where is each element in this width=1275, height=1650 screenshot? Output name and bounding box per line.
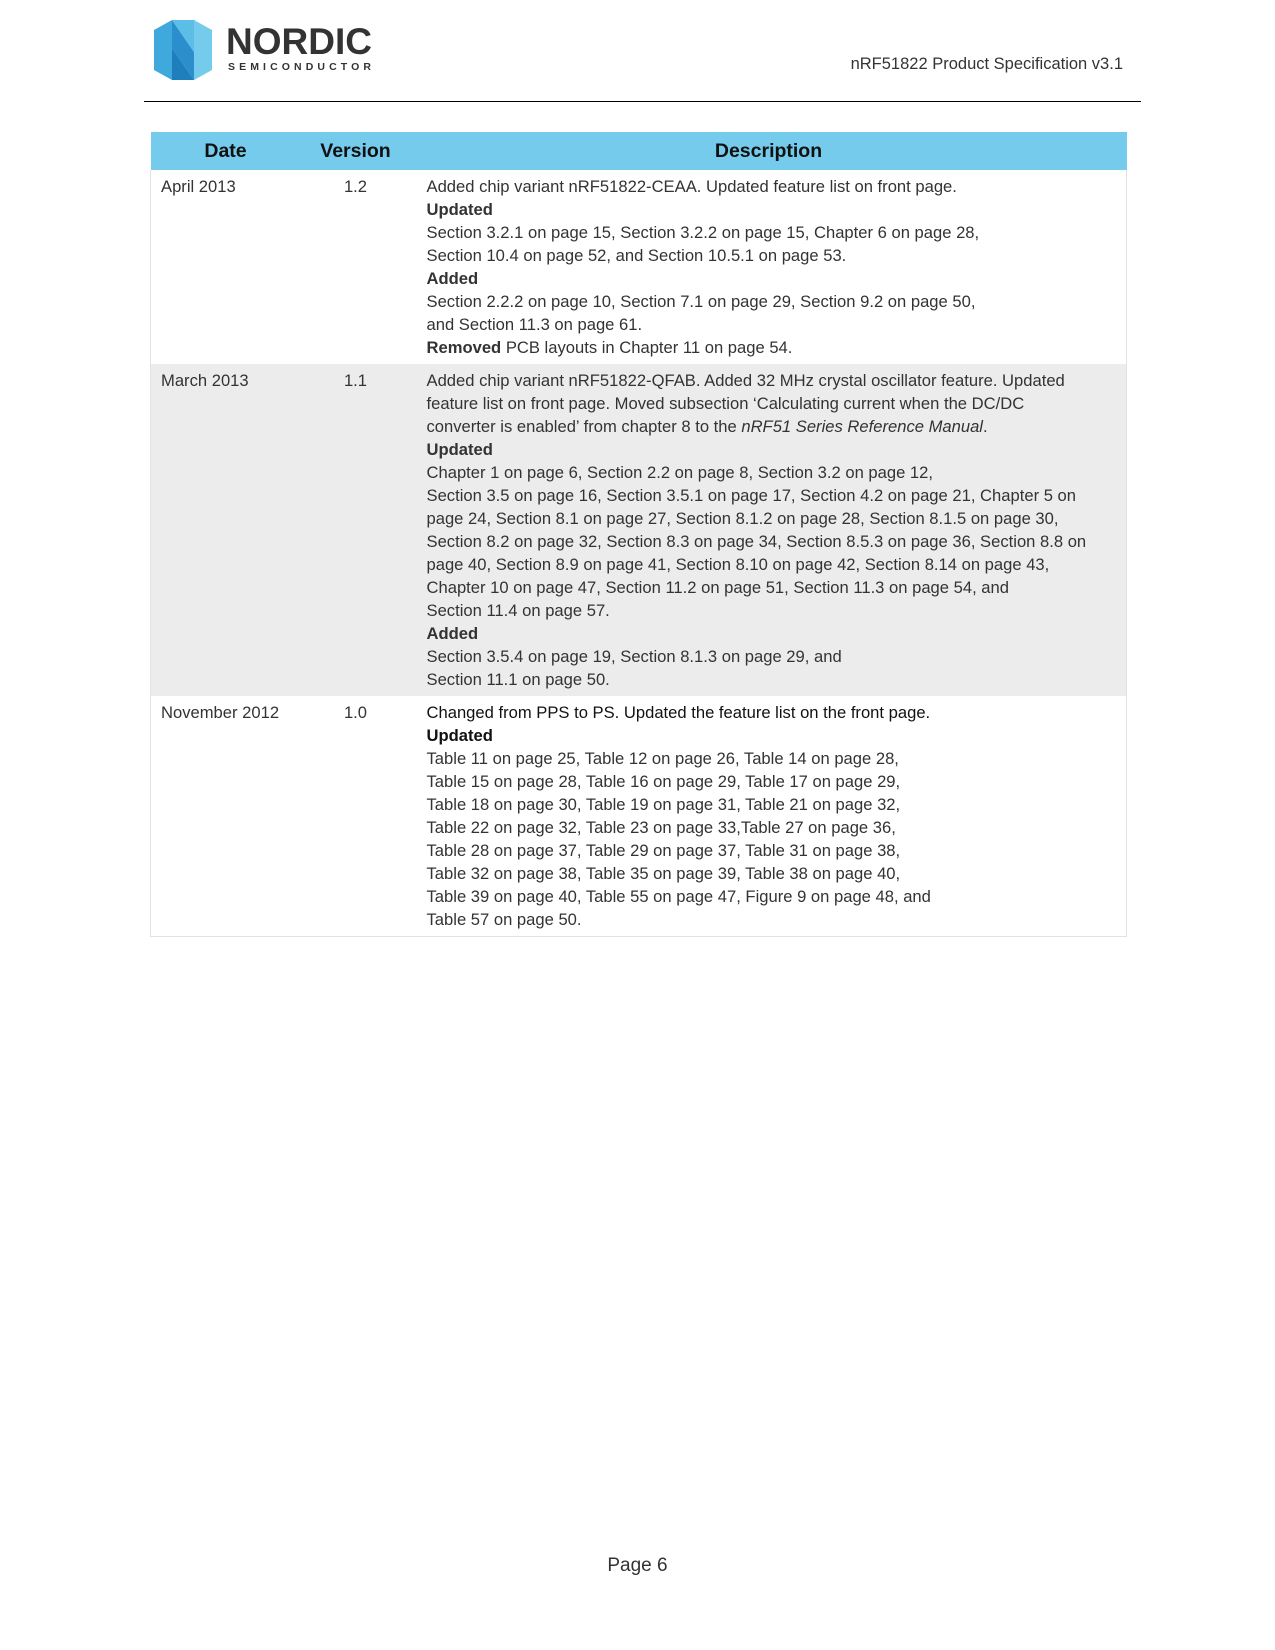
row-date: November 2012: [151, 696, 301, 937]
updated-line: Chapter 10 on page 47, Section 11.2 on page 51, Section 11.3 on page 54, and: [426, 578, 1009, 597]
added-label: Added: [426, 624, 479, 643]
updated-line: Table 18 on page 30, Table 19 on page 31, Table 21 on page 32,: [426, 795, 901, 814]
intro-text-end: .: [983, 417, 988, 436]
updated-line: Section 3.2.1 on page 15, Section 3.2.2 on page 15, Chapter 6 on page 28,: [426, 223, 980, 242]
description-intro-line: Added chip variant nRF51822-QFAB. Added 32 MHz crystal oscillator feature. Updated: [426, 371, 1065, 390]
column-header-date: Date: [151, 132, 301, 170]
updated-line: page 40, Section 8.9 on page 41, Section 8.10 on page 42, Section 8.14 on page 43,: [426, 555, 1050, 574]
added-line: Section 11.1 on page 50.: [426, 670, 610, 689]
row-description: [411, 696, 1127, 937]
table-row: [151, 696, 1127, 937]
nordic-logo: [148, 20, 376, 80]
updated-line: Table 32 on page 38, Table 35 on page 39, Table 38 on page 40,: [426, 864, 901, 883]
page-number: Page 6: [607, 1555, 668, 1576]
description-intro-line: feature list on front page. Moved subsection ‘Calculating current when the DC/DC: [426, 394, 1025, 413]
updated-line: Table 28 on page 37, Table 29 on page 37, Table 31 on page 38,: [426, 841, 901, 860]
updated-line: Table 57 on page 50.: [426, 910, 582, 929]
table-header-row: [151, 132, 1127, 170]
added-line: Section 3.5.4 on page 19, Section 8.1.3 on page 29, and: [426, 647, 842, 666]
table-row: [151, 364, 1127, 696]
updated-line: Table 11 on page 25, Table 12 on page 26, Table 14 on page 28,: [426, 749, 899, 768]
header-divider: [144, 101, 1141, 102]
updated-line: Chapter 1 on page 6, Section 2.2 on page 8, Section 3.2 on page 12,: [426, 463, 933, 482]
logo-wordmark: NORDIC: [226, 21, 372, 62]
nordic-n-logo-icon: [148, 20, 218, 80]
updated-line: Table 22 on page 32, Table 23 on page 33,Table 27 on page 36,: [426, 818, 896, 837]
added-line: Section 2.2.2 on page 10, Section 7.1 on page 29, Section 9.2 on page 50,: [426, 292, 976, 311]
updated-label: Updated: [426, 200, 493, 219]
removed-text: PCB layouts in Chapter 11 on page 54.: [501, 338, 793, 357]
added-label: Added: [426, 269, 479, 288]
updated-line: Section 3.5 on page 16, Section 3.5.1 on page 17, Section 4.2 on page 21, Chapter 5 on: [426, 486, 1076, 505]
reference-manual-title: nRF51 Series Reference Manual: [741, 417, 983, 436]
revision-history-table: [150, 132, 1127, 937]
row-description: [411, 170, 1127, 364]
updated-line: page 24, Section 8.1 on page 27, Section 8.1.2 on page 28, Section 8.1.5 on page 30,: [426, 509, 1059, 528]
column-header-description: Description: [411, 132, 1127, 170]
description-intro: Changed from PPS to PS. Updated the feature list on the front page.: [426, 703, 931, 722]
logo-subtitle: SEMICONDUCTOR: [228, 61, 376, 73]
row-version: 1.2: [343, 177, 368, 196]
updated-line: Section 10.4 on page 52, and Section 10.5.1 on page 53.: [426, 246, 847, 265]
page-header: [0, 0, 1275, 102]
added-line: and Section 11.3 on page 61.: [426, 315, 643, 334]
removed-line: [427, 336, 1119, 359]
document-title: nRF51822 Product Specification v3.1: [850, 55, 1123, 73]
row-date: April 2013: [151, 170, 301, 364]
updated-line: Table 39 on page 40, Table 55 on page 47, Figure 9 on page 48, and: [426, 887, 931, 906]
row-date: March 2013: [151, 364, 301, 696]
description-intro: Added chip variant nRF51822-CEAA. Updated feature list on front page.: [426, 177, 957, 196]
column-header-version: Version: [301, 132, 411, 170]
table-row: [151, 170, 1127, 364]
updated-label: Updated: [426, 726, 493, 745]
row-description: [411, 364, 1127, 696]
intro-text: converter is enabled’ from chapter 8 to the: [426, 417, 742, 436]
description-intro-line: [427, 415, 1119, 438]
updated-label: Updated: [426, 440, 493, 459]
row-version: 1.1: [301, 364, 411, 696]
updated-line: Table 15 on page 28, Table 16 on page 29, Table 17 on page 29,: [426, 772, 901, 791]
row-version: 1.0: [301, 696, 411, 937]
updated-line: Section 8.2 on page 32, Section 8.3 on page 34, Section 8.5.3 on page 36, Section 8.8 on: [426, 532, 1087, 551]
updated-line: Section 11.4 on page 57.: [426, 601, 610, 620]
removed-label: Removed: [426, 338, 502, 357]
